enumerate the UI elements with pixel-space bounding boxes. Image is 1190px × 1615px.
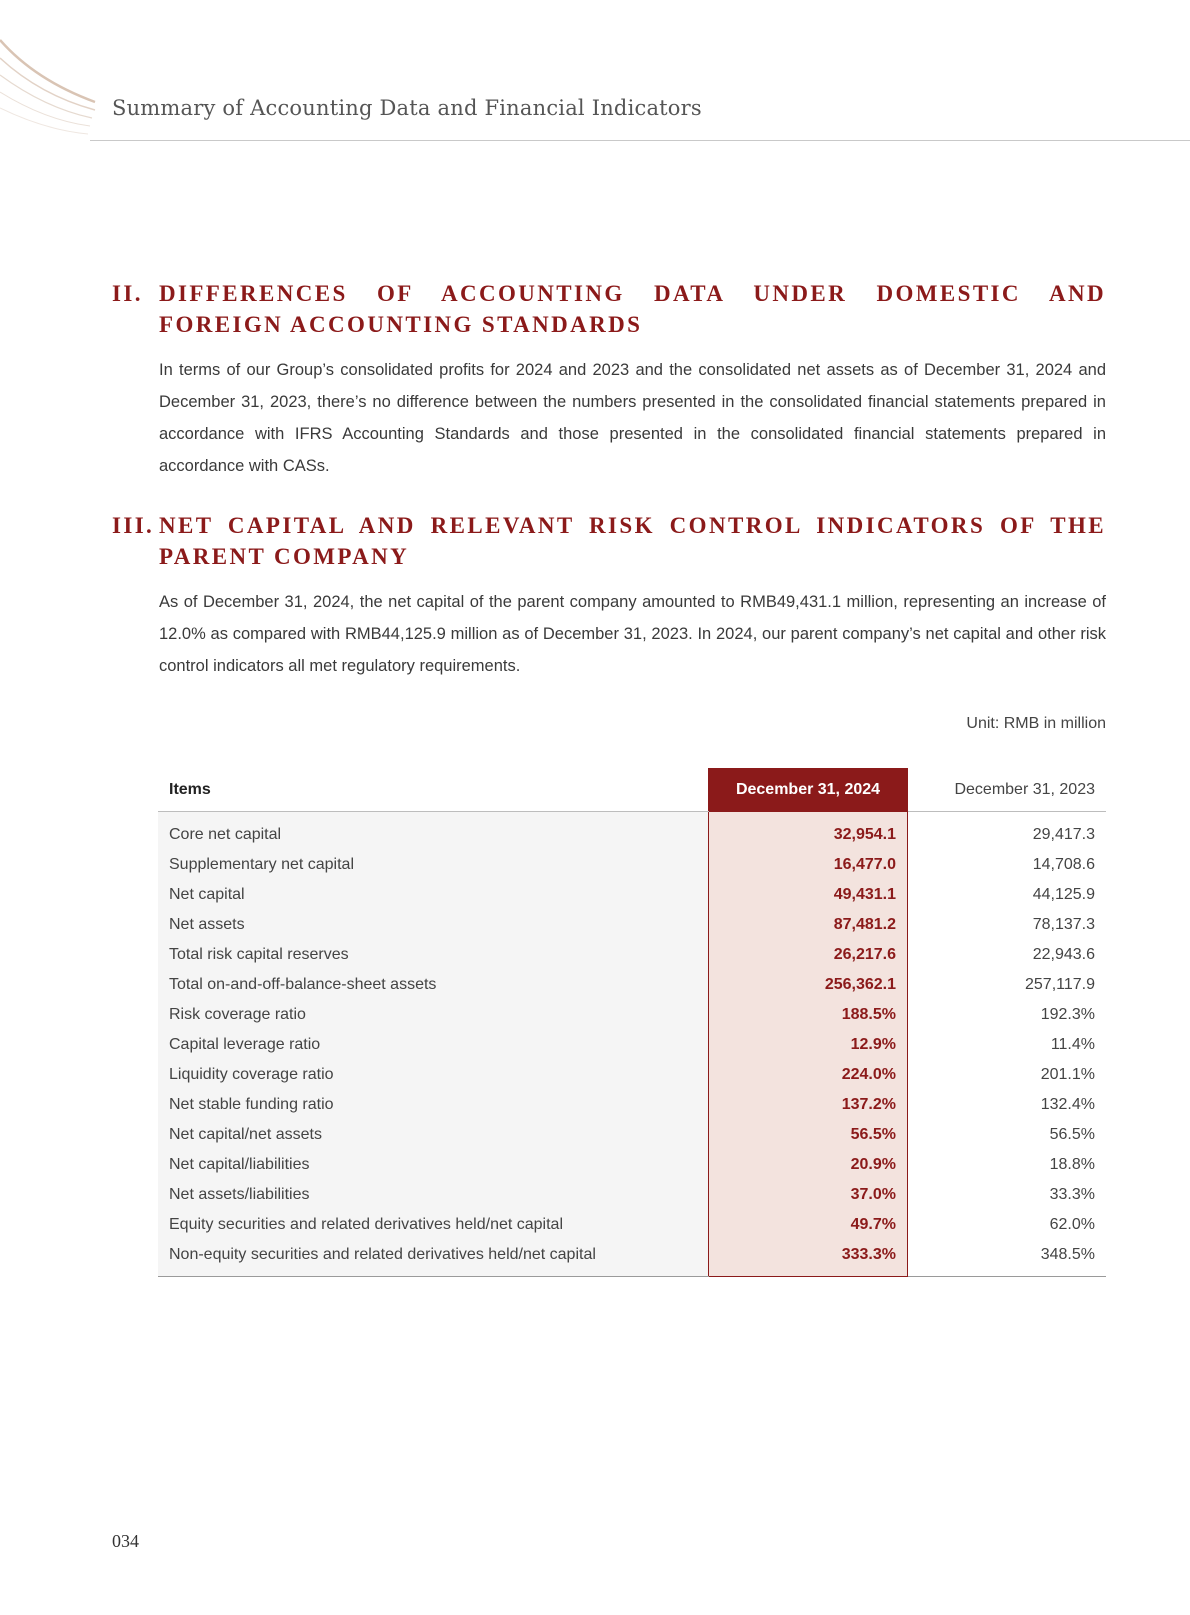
header-items: Items bbox=[158, 769, 709, 812]
table-row bbox=[158, 970, 1106, 1000]
cell-dec-2023: 62.0% bbox=[908, 1210, 1107, 1240]
risk-indicators-table bbox=[158, 768, 1106, 1277]
cell-item: Total on-and-off-balance-sheet assets bbox=[158, 970, 709, 1000]
cell-item: Net assets bbox=[158, 910, 709, 940]
cell-dec-2024: 188.5% bbox=[709, 1000, 908, 1030]
section-iii-heading bbox=[112, 510, 1106, 572]
cell-dec-2024: 12.9% bbox=[709, 1030, 908, 1060]
cell-dec-2023: 18.8% bbox=[908, 1150, 1107, 1180]
cell-dec-2024: 26,217.6 bbox=[709, 940, 908, 970]
cell-dec-2023: 44,125.9 bbox=[908, 880, 1107, 910]
table-row bbox=[158, 1180, 1106, 1210]
cell-dec-2024: 16,477.0 bbox=[709, 850, 908, 880]
section-iii-title: NET CAPITAL AND RELEVANT RISK CONTROL INDICATORS OF THE PARENT COMPANY bbox=[159, 513, 1106, 569]
table-row bbox=[158, 1000, 1106, 1030]
table-row bbox=[158, 910, 1106, 940]
cell-dec-2023: 14,708.6 bbox=[908, 850, 1107, 880]
cell-dec-2024: 32,954.1 bbox=[709, 812, 908, 851]
section-ii-title: DIFFERENCES OF ACCOUNTING DATA UNDER DOMESTIC AND FOREIGN ACCOUNTING STANDARDS bbox=[159, 281, 1106, 337]
cell-dec-2024: 224.0% bbox=[709, 1060, 908, 1090]
cell-dec-2023: 29,417.3 bbox=[908, 812, 1107, 851]
table-row bbox=[158, 850, 1106, 880]
cell-dec-2023: 78,137.3 bbox=[908, 910, 1107, 940]
cell-item: Net capital/liabilities bbox=[158, 1150, 709, 1180]
header-dec-2024: December 31, 2024 bbox=[709, 769, 908, 812]
data-table bbox=[158, 768, 1106, 1277]
cell-item: Risk coverage ratio bbox=[158, 1000, 709, 1030]
section-iii-paragraph: As of December 31, 2024, the net capital of the parent company amounted to RMB49,431.1 million, representing an increase of 12.0% as compared with RMB44,125.9 million as of December 31, 2023. In 2024, our parent company’s net capital and other risk control indicators all met regulatory requirements. bbox=[159, 593, 1106, 675]
cell-dec-2024: 49,431.1 bbox=[709, 880, 908, 910]
table-row bbox=[158, 880, 1106, 910]
section-iii bbox=[112, 510, 1106, 699]
cell-dec-2023: 192.3% bbox=[908, 1000, 1107, 1030]
table-row bbox=[158, 1030, 1106, 1060]
cell-dec-2023: 11.4% bbox=[908, 1030, 1107, 1060]
section-iii-number: III. bbox=[112, 513, 155, 538]
cell-item: Supplementary net capital bbox=[158, 850, 709, 880]
page-number: 034 bbox=[112, 1531, 139, 1551]
table-row bbox=[158, 1120, 1106, 1150]
cell-dec-2024: 137.2% bbox=[709, 1090, 908, 1120]
section-ii-heading bbox=[112, 278, 1106, 340]
table-row bbox=[158, 940, 1106, 970]
cell-dec-2023: 132.4% bbox=[908, 1090, 1107, 1120]
table-row bbox=[158, 1090, 1106, 1120]
cell-dec-2024: 333.3% bbox=[709, 1240, 908, 1277]
cell-item: Core net capital bbox=[158, 812, 709, 851]
decorative-arcs bbox=[0, 0, 100, 145]
cell-item: Net assets/liabilities bbox=[158, 1180, 709, 1210]
cell-dec-2024: 256,362.1 bbox=[709, 970, 908, 1000]
table-row bbox=[158, 1210, 1106, 1240]
cell-dec-2024: 20.9% bbox=[709, 1150, 908, 1180]
cell-dec-2023: 201.1% bbox=[908, 1060, 1107, 1090]
cell-item: Equity securities and related derivatives held/net capital bbox=[158, 1210, 709, 1240]
table-body bbox=[158, 812, 1106, 1277]
cell-dec-2023: 257,117.9 bbox=[908, 970, 1107, 1000]
header-divider bbox=[90, 140, 1190, 141]
table-row bbox=[158, 812, 1106, 851]
cell-item: Liquidity coverage ratio bbox=[158, 1060, 709, 1090]
cell-item: Non-equity securities and related derivatives held/net capital bbox=[158, 1240, 709, 1277]
unit-label: Unit: RMB in million bbox=[966, 715, 1106, 732]
cell-item: Net stable funding ratio bbox=[158, 1090, 709, 1120]
table-row bbox=[158, 1150, 1106, 1180]
cell-dec-2024: 56.5% bbox=[709, 1120, 908, 1150]
section-ii-paragraph: In terms of our Group’s consolidated profits for 2024 and 2023 and the consolidated net assets as of December 31, 2024 and December 31, 2023, there’s no difference between the numbers presented in the consolidated financial statements prepared in accordance with IFRS Accounting Standards and those presented in the consolidated financial statements prepared in accordance with CASs. bbox=[159, 361, 1106, 475]
cell-dec-2023: 56.5% bbox=[908, 1120, 1107, 1150]
cell-item: Net capital/net assets bbox=[158, 1120, 709, 1150]
cell-item: Capital leverage ratio bbox=[158, 1030, 709, 1060]
cell-dec-2023: 22,943.6 bbox=[908, 940, 1107, 970]
table-row bbox=[158, 1060, 1106, 1090]
section-ii-number: II. bbox=[112, 281, 143, 306]
header-dec-2023: December 31, 2023 bbox=[908, 769, 1107, 812]
section-ii bbox=[112, 278, 1106, 499]
cell-dec-2023: 33.3% bbox=[908, 1180, 1107, 1210]
running-header-title: Summary of Accounting Data and Financial Indicators bbox=[112, 96, 702, 120]
cell-item: Net capital bbox=[158, 880, 709, 910]
cell-dec-2024: 87,481.2 bbox=[709, 910, 908, 940]
table-row bbox=[158, 1240, 1106, 1277]
cell-dec-2023: 348.5% bbox=[908, 1240, 1107, 1277]
cell-dec-2024: 49.7% bbox=[709, 1210, 908, 1240]
cell-item: Total risk capital reserves bbox=[158, 940, 709, 970]
cell-dec-2024: 37.0% bbox=[709, 1180, 908, 1210]
table-header-row bbox=[158, 769, 1106, 812]
